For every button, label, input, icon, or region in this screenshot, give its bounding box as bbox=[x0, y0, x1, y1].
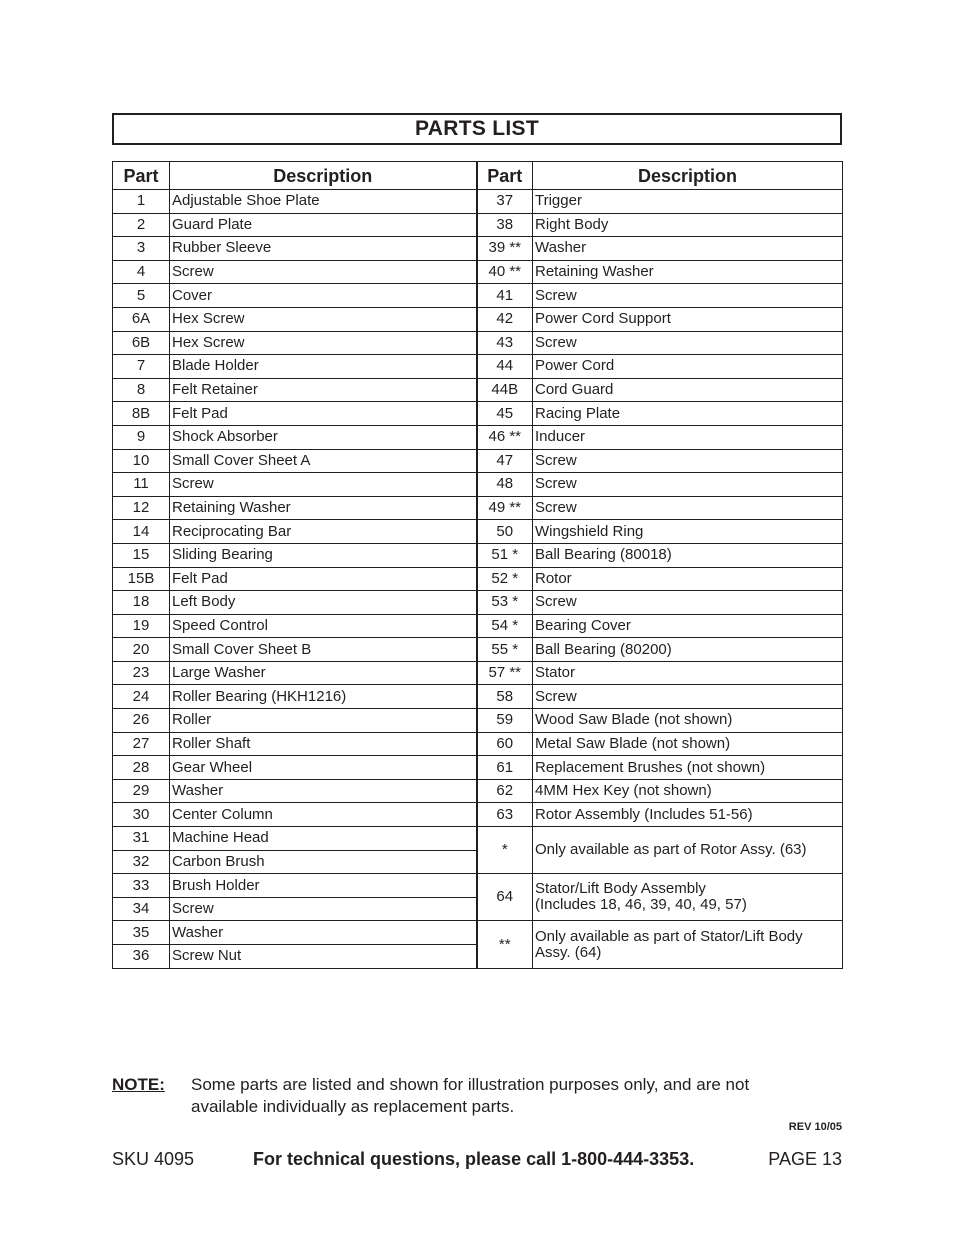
part-number: 8B bbox=[113, 402, 170, 426]
part-number: 30 bbox=[113, 803, 170, 827]
part-description: Small Cover Sheet A bbox=[170, 449, 477, 473]
part-number: 14 bbox=[113, 520, 170, 544]
table-row bbox=[113, 307, 843, 331]
part-description: Roller bbox=[170, 709, 477, 733]
part-description: Power Cord Support bbox=[533, 307, 843, 331]
part-number: 55 * bbox=[477, 638, 533, 662]
part-header-left: Part bbox=[113, 162, 170, 190]
part-description: Retaining Washer bbox=[170, 496, 477, 520]
part-number: 28 bbox=[113, 756, 170, 780]
part-number: 33 bbox=[113, 874, 170, 898]
part-description: Gear Wheel bbox=[170, 756, 477, 780]
table-row bbox=[113, 331, 843, 355]
description-line: Only available as part of Stator/Lift Body bbox=[535, 927, 803, 945]
part-description: Ball Bearing (80018) bbox=[533, 543, 843, 567]
part-description: Shock Absorber bbox=[170, 425, 477, 449]
part-description: Brush Holder bbox=[170, 874, 477, 898]
part-description: Hex Screw bbox=[170, 331, 477, 355]
part-number: * bbox=[477, 827, 533, 874]
part-number: 39 ** bbox=[477, 237, 533, 261]
table-row bbox=[113, 355, 843, 379]
part-description: Roller Shaft bbox=[170, 732, 477, 756]
part-number: 24 bbox=[113, 685, 170, 709]
part-number: 34 bbox=[113, 897, 170, 921]
part-description: Retaining Washer bbox=[533, 260, 843, 284]
part-description: 4MM Hex Key (not shown) bbox=[533, 779, 843, 803]
part-number: 53 * bbox=[477, 591, 533, 615]
table-row bbox=[113, 425, 843, 449]
part-number: 3 bbox=[113, 237, 170, 261]
part-description: Sliding Bearing bbox=[170, 543, 477, 567]
part-description: Rotor Assembly (Includes 51-56) bbox=[533, 803, 843, 827]
note-text: Some parts are listed and shown for illustration purposes only, and are not available individually as replacement parts. bbox=[191, 1075, 750, 1116]
table-row bbox=[113, 614, 843, 638]
table-row bbox=[113, 190, 843, 214]
description-line: Stator/Lift Body Assembly bbox=[535, 880, 706, 898]
part-description: Screw bbox=[170, 473, 477, 497]
part-description: Washer bbox=[533, 237, 843, 261]
part-number: 50 bbox=[477, 520, 533, 544]
part-number: 8 bbox=[113, 378, 170, 402]
part-number: 60 bbox=[477, 732, 533, 756]
part-description: Screw bbox=[170, 897, 477, 921]
part-number: 7 bbox=[113, 355, 170, 379]
part-description: Ball Bearing (80200) bbox=[533, 638, 843, 662]
part-description: Power Cord bbox=[533, 355, 843, 379]
part-description: Replacement Brushes (not shown) bbox=[533, 756, 843, 780]
description-line: Only available as part of Rotor Assy. (63) bbox=[535, 841, 807, 859]
part-description: Felt Pad bbox=[170, 567, 477, 591]
part-number: 46 ** bbox=[477, 425, 533, 449]
part-description: Right Body bbox=[533, 213, 843, 237]
part-number: 54 * bbox=[477, 614, 533, 638]
part-description: Screw Nut bbox=[170, 945, 477, 969]
part-description: Cover bbox=[170, 284, 477, 308]
part-header-right: Part bbox=[477, 162, 533, 190]
part-number: 44 bbox=[477, 355, 533, 379]
part-number: 15B bbox=[113, 567, 170, 591]
part-number: 31 bbox=[113, 827, 170, 851]
table-row bbox=[113, 779, 843, 803]
table-header-row bbox=[113, 162, 843, 190]
table-row bbox=[113, 874, 843, 898]
part-number: 63 bbox=[477, 803, 533, 827]
part-number: 49 ** bbox=[477, 496, 533, 520]
table-row bbox=[113, 237, 843, 261]
part-description: Screw bbox=[533, 685, 843, 709]
part-description: Stator bbox=[533, 661, 843, 685]
part-description bbox=[533, 827, 843, 874]
part-number: 15 bbox=[113, 543, 170, 567]
part-description: Wingshield Ring bbox=[533, 520, 843, 544]
table-row bbox=[113, 921, 843, 945]
part-description: Rubber Sleeve bbox=[170, 237, 477, 261]
part-number: 62 bbox=[477, 779, 533, 803]
part-number: 41 bbox=[477, 284, 533, 308]
part-number: 11 bbox=[113, 473, 170, 497]
part-number: 20 bbox=[113, 638, 170, 662]
part-number: 40 ** bbox=[477, 260, 533, 284]
part-number: 6B bbox=[113, 331, 170, 355]
part-description: Screw bbox=[533, 473, 843, 497]
part-description: Blade Holder bbox=[170, 355, 477, 379]
part-number: 29 bbox=[113, 779, 170, 803]
table-row bbox=[113, 827, 843, 851]
part-number: 2 bbox=[113, 213, 170, 237]
part-number: 51 * bbox=[477, 543, 533, 567]
part-number: 27 bbox=[113, 732, 170, 756]
part-number: 59 bbox=[477, 709, 533, 733]
part-number: 26 bbox=[113, 709, 170, 733]
table-row bbox=[113, 496, 843, 520]
part-number: 18 bbox=[113, 591, 170, 615]
table-row bbox=[113, 591, 843, 615]
part-number: 52 * bbox=[477, 567, 533, 591]
part-description: Washer bbox=[170, 779, 477, 803]
part-number: 5 bbox=[113, 284, 170, 308]
table-row bbox=[113, 473, 843, 497]
part-description: Screw bbox=[533, 331, 843, 355]
part-number: 1 bbox=[113, 190, 170, 214]
part-number: 42 bbox=[477, 307, 533, 331]
part-description: Roller Bearing (HKH1216) bbox=[170, 685, 477, 709]
part-description: Inducer bbox=[533, 425, 843, 449]
table-row bbox=[113, 661, 843, 685]
table-row bbox=[113, 638, 843, 662]
part-number: 64 bbox=[477, 874, 533, 921]
table-row bbox=[113, 709, 843, 733]
part-number: 45 bbox=[477, 402, 533, 426]
part-description: Left Body bbox=[170, 591, 477, 615]
part-number: 48 bbox=[477, 473, 533, 497]
technical-support-phone: For technical questions, please call 1-800-444-3353. bbox=[253, 1149, 695, 1169]
table-row bbox=[113, 284, 843, 308]
part-description: Reciprocating Bar bbox=[170, 520, 477, 544]
part-description bbox=[533, 874, 843, 921]
description-line: Assy. (64) bbox=[535, 943, 602, 961]
description-header-right: Description bbox=[533, 162, 843, 190]
table-row bbox=[113, 685, 843, 709]
part-number: 61 bbox=[477, 756, 533, 780]
revision-label: REV 10/05 bbox=[788, 1121, 842, 1133]
part-description: Guard Plate bbox=[170, 213, 477, 237]
part-description: Rotor bbox=[533, 567, 843, 591]
part-description: Small Cover Sheet B bbox=[170, 638, 477, 662]
table-row bbox=[113, 732, 843, 756]
part-number: 12 bbox=[113, 496, 170, 520]
part-description: Speed Control bbox=[170, 614, 477, 638]
part-description: Washer bbox=[170, 921, 477, 945]
part-description: Metal Saw Blade (not shown) bbox=[533, 732, 843, 756]
part-description: Screw bbox=[533, 449, 843, 473]
part-description: Machine Head bbox=[170, 827, 477, 851]
part-number: 38 bbox=[477, 213, 533, 237]
part-description: Carbon Brush bbox=[170, 850, 477, 874]
table-row bbox=[113, 378, 843, 402]
part-description: Trigger bbox=[533, 190, 843, 214]
parts-table bbox=[112, 161, 843, 969]
page-title: PARTS LIST bbox=[112, 113, 842, 145]
part-description: Hex Screw bbox=[170, 307, 477, 331]
part-number: 35 bbox=[113, 921, 170, 945]
part-number: 23 bbox=[113, 661, 170, 685]
part-number: 36 bbox=[113, 945, 170, 969]
table-row bbox=[113, 402, 843, 426]
part-description: Screw bbox=[533, 284, 843, 308]
part-description: Cord Guard bbox=[533, 378, 843, 402]
part-description: Adjustable Shoe Plate bbox=[170, 190, 477, 214]
part-description: Felt Retainer bbox=[170, 378, 477, 402]
part-number: 9 bbox=[113, 425, 170, 449]
part-description: Screw bbox=[533, 496, 843, 520]
part-number: 19 bbox=[113, 614, 170, 638]
part-description: Wood Saw Blade (not shown) bbox=[533, 709, 843, 733]
table-row bbox=[113, 756, 843, 780]
part-description: Felt Pad bbox=[170, 402, 477, 426]
part-description: Center Column bbox=[170, 803, 477, 827]
sku-label: SKU 4095 bbox=[112, 1149, 195, 1169]
part-description: Racing Plate bbox=[533, 402, 843, 426]
part-number: 6A bbox=[113, 307, 170, 331]
description-header-left: Description bbox=[170, 162, 477, 190]
part-number: 57 ** bbox=[477, 661, 533, 685]
part-description bbox=[533, 921, 843, 968]
note-label: NOTE: bbox=[112, 1075, 165, 1094]
table-row bbox=[113, 543, 843, 567]
part-number: 37 bbox=[477, 190, 533, 214]
page-number: PAGE 13 bbox=[768, 1149, 842, 1169]
description-line: (Includes 18, 46, 39, 40, 49, 57) bbox=[535, 896, 747, 914]
table-row bbox=[113, 260, 843, 284]
table-row bbox=[113, 449, 843, 473]
part-number: 43 bbox=[477, 331, 533, 355]
part-number: 44B bbox=[477, 378, 533, 402]
part-description: Screw bbox=[533, 591, 843, 615]
table-row bbox=[113, 520, 843, 544]
table-row bbox=[113, 213, 843, 237]
part-number: 10 bbox=[113, 449, 170, 473]
part-number: 32 bbox=[113, 850, 170, 874]
part-number: 4 bbox=[113, 260, 170, 284]
part-description: Screw bbox=[170, 260, 477, 284]
part-number: 47 bbox=[477, 449, 533, 473]
part-description: Large Washer bbox=[170, 661, 477, 685]
table-row bbox=[113, 803, 843, 827]
table-row bbox=[113, 567, 843, 591]
part-description: Bearing Cover bbox=[533, 614, 843, 638]
part-number: ** bbox=[477, 921, 533, 968]
part-number: 58 bbox=[477, 685, 533, 709]
